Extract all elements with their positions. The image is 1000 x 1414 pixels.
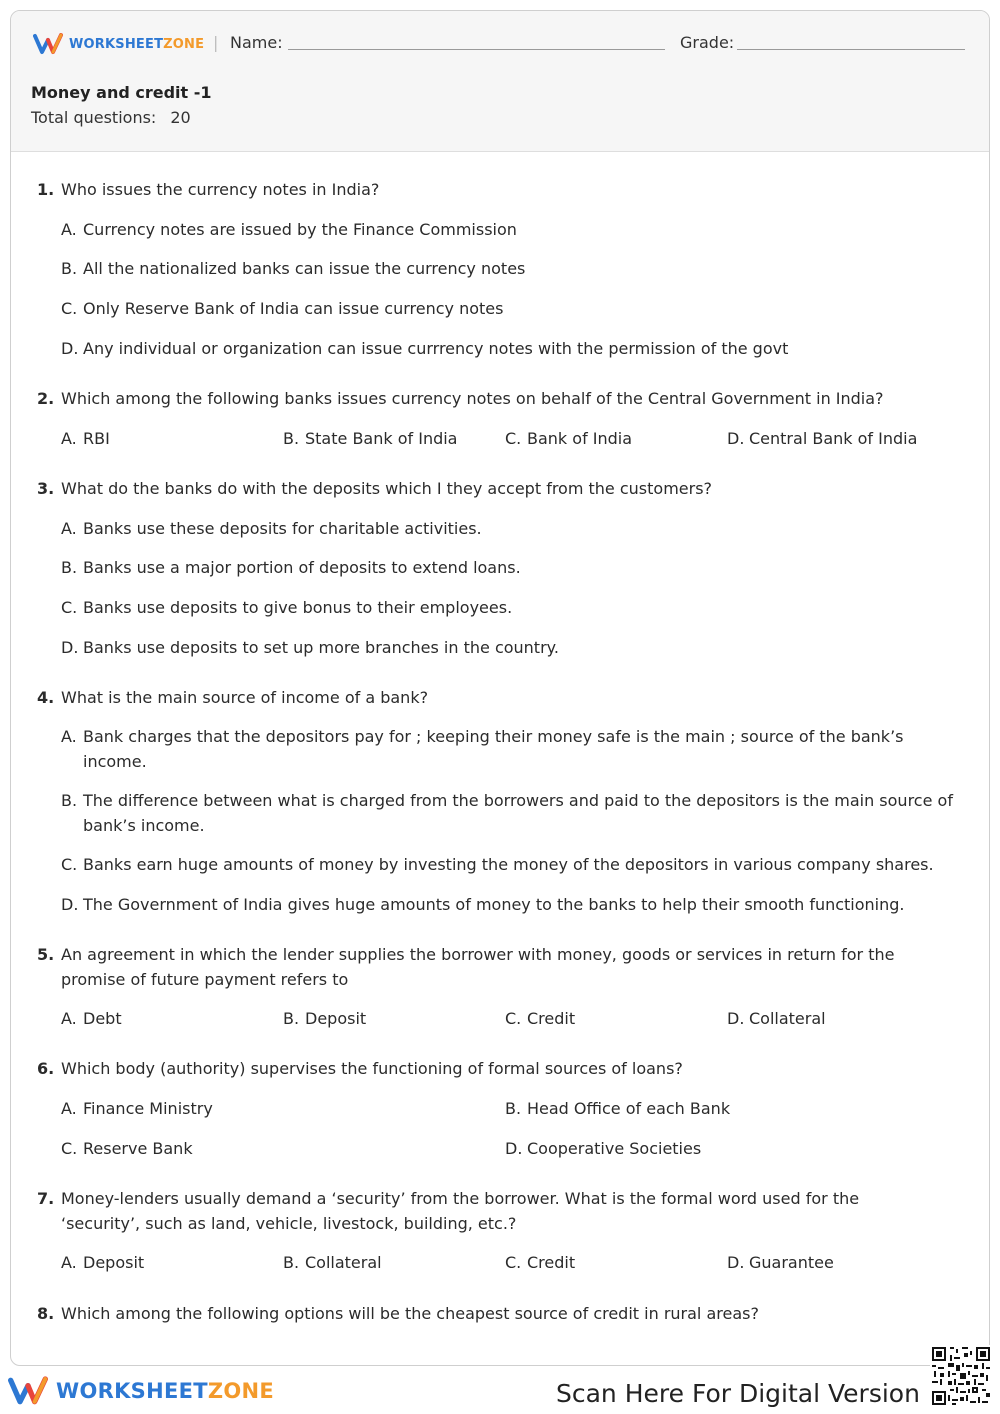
- question-number: 6.: [37, 1059, 55, 1078]
- option-letter: B.: [283, 429, 300, 448]
- option-text: Finance Ministry: [83, 1099, 213, 1118]
- option-2a[interactable]: [61, 426, 110, 451]
- option-7c[interactable]: [505, 1250, 575, 1275]
- option-letter: A.: [61, 519, 77, 538]
- option-text: Only Reserve Bank of India can issue currency notes: [83, 299, 504, 318]
- option-letter: C.: [61, 855, 78, 874]
- option-6a[interactable]: [61, 1096, 213, 1121]
- worksheetzone-logo-icon: [33, 33, 63, 55]
- option-7d[interactable]: [727, 1250, 834, 1275]
- option-text: All the nationalized banks can issue the currency notes: [83, 259, 526, 278]
- option-3c[interactable]: [61, 595, 955, 620]
- option-letter: A.: [61, 1009, 77, 1028]
- total-questions: [31, 108, 191, 127]
- option-text: Head Office of each Bank: [527, 1099, 731, 1118]
- option-letter: C.: [61, 598, 78, 617]
- grade-label: Grade:: [680, 33, 735, 52]
- option-text: Central Bank of India: [749, 429, 918, 448]
- option-1a[interactable]: [61, 217, 955, 242]
- scan-text: Scan Here For Digital Version: [556, 1379, 920, 1408]
- option-text: The Government of India gives huge amounts of money to the banks to help their smooth functioning.: [83, 895, 905, 914]
- option-letter: A.: [61, 1253, 77, 1272]
- option-letter: D.: [61, 895, 79, 914]
- option-letter: D.: [505, 1139, 523, 1158]
- question-text: Which among the following options will be the cheapest source of credit in rural areas?: [61, 1304, 759, 1323]
- option-4a[interactable]: [61, 724, 955, 774]
- worksheet-title: Money and credit -1: [31, 83, 212, 102]
- option-7b[interactable]: [283, 1250, 382, 1275]
- option-letter: C.: [505, 429, 522, 448]
- worksheet-header: [11, 11, 989, 152]
- option-3d[interactable]: [61, 635, 955, 660]
- option-letter: C.: [505, 1253, 522, 1272]
- option-5a[interactable]: [61, 1006, 122, 1031]
- option-letter: C.: [61, 299, 78, 318]
- footer-logo: [8, 1376, 274, 1406]
- question-3: [37, 476, 942, 501]
- option-6c[interactable]: [61, 1136, 193, 1161]
- option-text: Collateral: [305, 1253, 382, 1272]
- worksheet-page: [10, 10, 990, 1366]
- option-letter: B.: [61, 791, 78, 810]
- option-2b[interactable]: [283, 426, 457, 451]
- option-3b[interactable]: [61, 555, 955, 580]
- question-text: Money-lenders usually demand a ‘security’ from the borrower. What is the formal word used for the ‘security’, such as land, vehicle, livestock, building, etc.?: [61, 1189, 860, 1233]
- option-letter: C.: [61, 1139, 78, 1158]
- question-text: Which among the following banks issues currency notes on behalf of the Central Government in India?: [61, 389, 884, 408]
- option-text: Banks use deposits to set up more branches in the country.: [83, 638, 559, 657]
- option-text: Banks use a major portion of deposits to extend loans.: [83, 558, 521, 577]
- option-text: Banks use deposits to give bonus to their employees.: [83, 598, 513, 617]
- option-letter: A.: [61, 727, 77, 746]
- option-letter: B.: [61, 259, 78, 278]
- option-text: Credit: [527, 1253, 576, 1272]
- option-text: Collateral: [749, 1009, 826, 1028]
- option-letter: A.: [61, 1099, 77, 1118]
- option-letter: B.: [61, 558, 78, 577]
- option-4d[interactable]: [61, 892, 955, 917]
- footer-brand-text: WORKSHEETZONE: [56, 1379, 275, 1403]
- question-number: 2.: [37, 389, 55, 408]
- option-1c[interactable]: [61, 296, 955, 321]
- option-letter: D.: [727, 1009, 745, 1028]
- total-questions-value: 20: [170, 108, 191, 127]
- name-field[interactable]: [288, 49, 665, 50]
- question-text: Which body (authority) supervises the functioning of formal sources of loans?: [61, 1059, 683, 1078]
- option-1b[interactable]: [61, 256, 955, 281]
- question-6: [37, 1056, 942, 1081]
- option-text: Cooperative Societies: [527, 1139, 702, 1158]
- question-number: 8.: [37, 1304, 55, 1323]
- option-text: Credit: [527, 1009, 576, 1028]
- option-6b[interactable]: [505, 1096, 730, 1121]
- option-6d[interactable]: [505, 1136, 701, 1161]
- question-1: [37, 177, 942, 202]
- option-5d[interactable]: [727, 1006, 826, 1031]
- option-text: Deposit: [305, 1009, 367, 1028]
- question-8: [37, 1301, 942, 1326]
- option-letter: A.: [61, 429, 77, 448]
- question-text: What is the main source of income of a bank?: [61, 688, 429, 707]
- question-number: 7.: [37, 1189, 55, 1208]
- qr-code-icon[interactable]: [930, 1345, 992, 1407]
- grade-field[interactable]: [737, 49, 965, 50]
- option-4c[interactable]: [61, 852, 955, 877]
- option-text: Any individual or organization can issue currrency notes with the permission of the govt: [83, 339, 789, 358]
- option-text: State Bank of India: [305, 429, 458, 448]
- option-1d[interactable]: [61, 336, 955, 361]
- option-text: Currency notes are issued by the Finance Commission: [83, 220, 517, 239]
- option-letter: A.: [61, 220, 77, 239]
- total-questions-label: Total questions:: [31, 108, 157, 127]
- option-text: RBI: [83, 429, 110, 448]
- option-letter: D.: [727, 1253, 745, 1272]
- question-text: An agreement in which the lender supplies the borrower with money, goods or services in return for the promise of future payment refers to: [61, 945, 895, 989]
- option-text: The difference between what is charged from the borrowers and paid to the depositors is the main source of bank’s income.: [83, 791, 953, 835]
- question-4: [37, 685, 942, 710]
- option-4b[interactable]: [61, 788, 955, 838]
- option-text: Reserve Bank: [83, 1139, 193, 1158]
- question-text: What do the banks do with the deposits which I they accept from the customers?: [61, 479, 713, 498]
- option-text: Debt: [83, 1009, 122, 1028]
- option-5b[interactable]: [283, 1006, 366, 1031]
- option-letter: D.: [727, 429, 745, 448]
- question-5: [37, 942, 942, 992]
- question-7: [37, 1186, 942, 1236]
- option-letter: B.: [283, 1009, 300, 1028]
- option-5c[interactable]: [505, 1006, 575, 1031]
- option-text: Banks use these deposits for charitable activities.: [83, 519, 482, 538]
- option-2c[interactable]: [505, 426, 632, 451]
- header-separator: |: [213, 33, 219, 52]
- question-number: 1.: [37, 180, 55, 199]
- question-number: 4.: [37, 688, 55, 707]
- option-letter: D.: [61, 638, 79, 657]
- option-text: Bank charges that the depositors pay for ; keeping their money safe is the main ; source of the bank’s income.: [83, 727, 904, 771]
- option-letter: C.: [505, 1009, 522, 1028]
- header-logo: [33, 33, 204, 55]
- worksheetzone-logo-icon: [8, 1376, 48, 1406]
- option-text: Guarantee: [749, 1253, 834, 1272]
- question-number: 5.: [37, 945, 55, 964]
- option-7a[interactable]: [61, 1250, 144, 1275]
- name-label: Name:: [230, 33, 283, 52]
- option-letter: D.: [61, 339, 79, 358]
- question-text: Who issues the currency notes in India?: [61, 180, 380, 199]
- option-text: Deposit: [83, 1253, 145, 1272]
- option-text: Bank of India: [527, 429, 633, 448]
- option-text: Banks earn huge amounts of money by investing the money of the depositors in various company shares.: [83, 855, 934, 874]
- option-3a[interactable]: [61, 516, 955, 541]
- option-2d[interactable]: [727, 426, 917, 451]
- header-brand-text: WORKSHEETZONE: [69, 36, 205, 52]
- option-letter: B.: [505, 1099, 522, 1118]
- question-2: [37, 386, 942, 411]
- option-letter: B.: [283, 1253, 300, 1272]
- question-number: 3.: [37, 479, 55, 498]
